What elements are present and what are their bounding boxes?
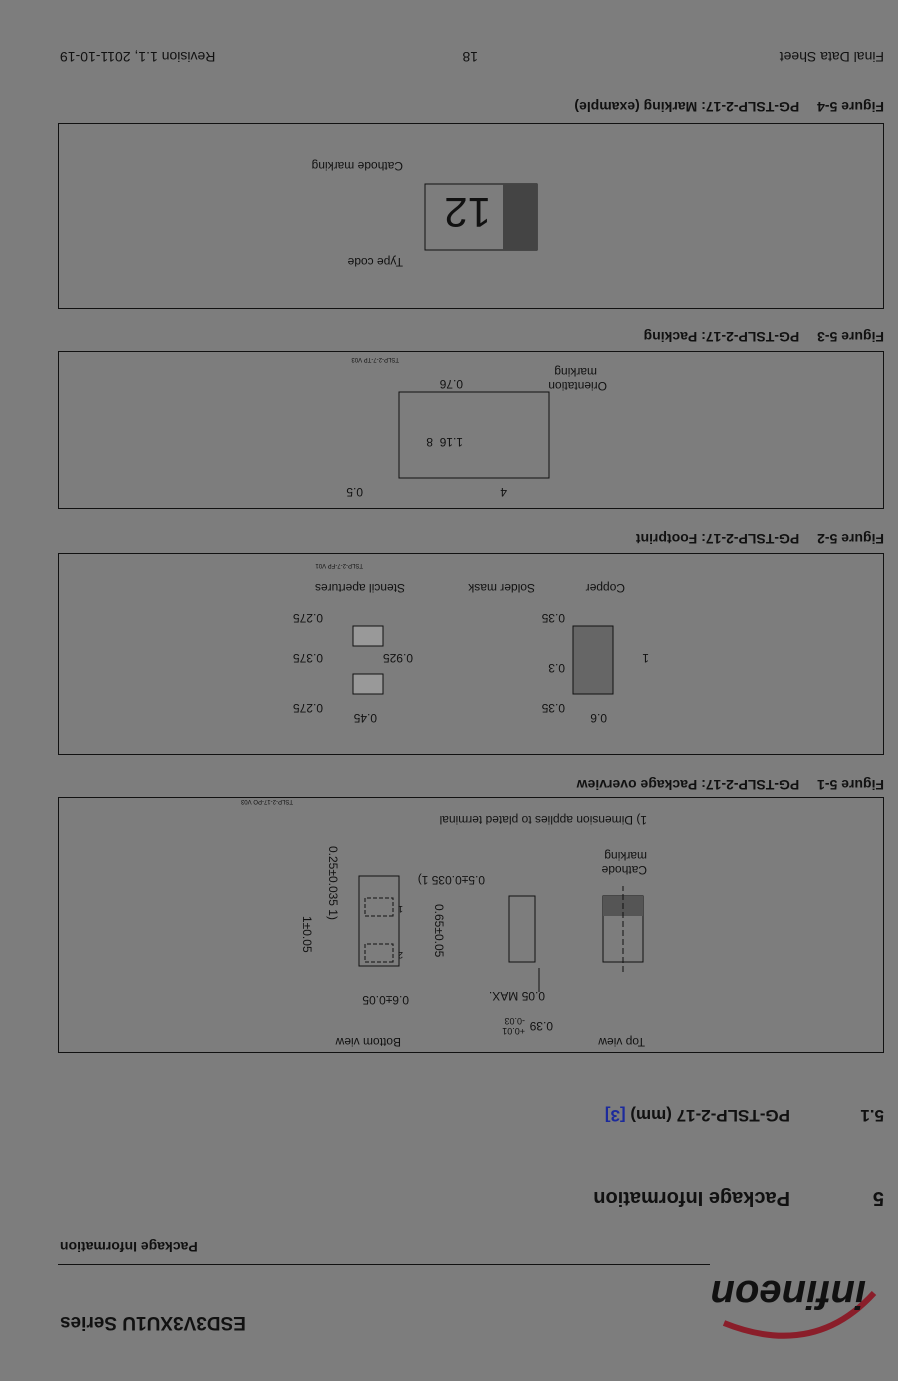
dim-05: 0.5 — [346, 485, 363, 499]
pad-1 — [365, 898, 393, 916]
drawing-code: TSLP-2-7-TP V03 — [351, 356, 399, 362]
dim-pad-pitch: 0.65±0.05 — [432, 904, 446, 958]
logo-graphic — [710, 1261, 884, 1351]
subsection-title — [605, 1105, 790, 1125]
header-rule — [58, 1264, 710, 1265]
caption-text: PG-TSLP-2-17: Footprint — [635, 531, 800, 547]
caption-text: PG-TSLP-2-17: Marking (example) — [574, 99, 800, 115]
subsection-title-text: PG-TSLP-2-17 (mm) — [630, 1106, 790, 1125]
footer-revision: Revision 1.1, 2011-10-19 — [60, 49, 216, 65]
caption-text: PG-TSLP-2-17: Package overview — [576, 777, 800, 793]
dim-035b: 0.35 — [541, 611, 565, 625]
figure-footprint — [58, 553, 884, 755]
caption-num: Figure 5-2 — [817, 531, 884, 547]
dim-terminal: 0.5±0.035 1) — [417, 873, 485, 887]
dim-height-minus: -0.03 — [504, 1016, 525, 1026]
cathode-marking-label: Cathode marking — [311, 159, 403, 173]
dim-terminal-w: 0.25±0.035 1) — [326, 846, 340, 920]
figure-packing — [58, 351, 884, 509]
figure-5-2-caption — [636, 531, 884, 547]
copper-pads — [573, 626, 613, 694]
type-code: 12 — [444, 189, 491, 236]
dim-length: 1±0.05 — [300, 916, 314, 953]
bottom-view-label: Bottom view — [335, 1035, 401, 1049]
dim-116: 1.16 — [439, 435, 463, 449]
caption-text: PG-TSLP-2-17: Packing — [643, 329, 800, 345]
stencil-aperture-2 — [353, 626, 383, 646]
type-code-label: Type code — [347, 255, 403, 269]
dim-045: 0.45 — [353, 711, 377, 725]
footer-page-number: 18 — [462, 49, 478, 65]
figure-marking — [58, 123, 884, 309]
reference-link[interactable]: [3] — [604, 1106, 626, 1125]
footer-left: Final Data Sheet — [779, 49, 884, 65]
figure-package-overview — [58, 797, 884, 1053]
dim-076: 0.76 — [439, 377, 463, 391]
pad-2 — [365, 944, 393, 962]
dim-max: 0.05 MAX. — [488, 989, 545, 1003]
pin-2: 2 — [397, 950, 403, 960]
dim-1: 1 — [642, 651, 649, 665]
drawing-code: TSLP-2-17-PO V03 — [240, 798, 293, 804]
dim-0275b: 0.275 — [292, 611, 323, 625]
dim-width: 0.6±0.05 — [362, 993, 409, 1007]
legend-solder-mask: Solder mask — [468, 581, 535, 595]
dim-0375: 0.375 — [292, 651, 323, 665]
logo-text: infineon — [710, 1272, 866, 1316]
section-title: Package Information — [593, 1187, 790, 1209]
subsection-number: 5.1 — [860, 1106, 884, 1125]
tape-outline — [399, 392, 549, 478]
pin-1: 1 — [397, 904, 403, 914]
dim-03: 0.3 — [548, 661, 565, 675]
cathode-label-1: Cathode — [601, 863, 647, 877]
orientation-label-1: Orientation — [548, 379, 607, 393]
dim-035a: 0.35 — [541, 701, 565, 715]
cathode-label-2: marking — [604, 849, 647, 863]
dim-8: 8 — [426, 435, 433, 449]
dim-0275a: 0.275 — [292, 701, 323, 715]
running-section: Package Information — [60, 1239, 198, 1255]
section-number: 5 — [872, 1187, 884, 1209]
stencil-aperture-1 — [353, 674, 383, 694]
cathode-band — [503, 184, 537, 250]
top-view-label: Top view — [598, 1035, 645, 1049]
drawing-code: TSLP-2-7-FP V01 — [315, 562, 363, 568]
side-view-outline — [509, 896, 535, 962]
legend-stencil: Stencil apertures — [314, 581, 405, 595]
dimension-note: 1) Dimension applies to plated terminal — [439, 813, 647, 827]
dim-height: 0.39 — [529, 1019, 553, 1033]
legend-copper: Copper — [585, 581, 625, 595]
orientation-label-2: marking — [554, 365, 597, 379]
doc-title: ESD3V3XU1U Series — [60, 1312, 246, 1333]
dim-06: 0.6 — [590, 711, 607, 725]
dim-0925: 0.925 — [382, 651, 413, 665]
caption-num: Figure 5-3 — [817, 329, 884, 345]
figure-5-1-caption — [577, 777, 884, 793]
dim-height-plus: +0.01 — [502, 1026, 525, 1036]
figure-5-3-caption — [644, 329, 884, 345]
infineon-logo — [710, 1261, 884, 1351]
dim-4: 4 — [500, 485, 507, 499]
figure-5-4-caption — [574, 99, 884, 115]
caption-num: Figure 5-1 — [817, 777, 884, 793]
caption-num: Figure 5-4 — [817, 99, 884, 115]
